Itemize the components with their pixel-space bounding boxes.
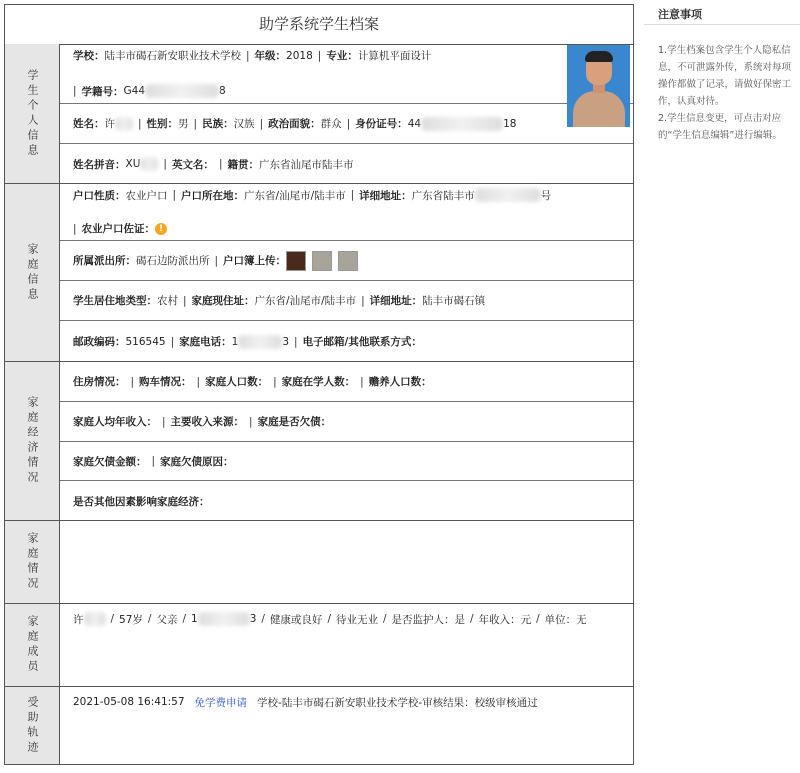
notice-2: 2.学生信息变更，可点击对应的“学生信息编辑”进行编辑。 [658,113,782,141]
track-row [60,687,633,717]
section-label-student: 学生个人信息 [26,68,39,159]
row-income: 家庭人均年收入： | 主要收入来源： | 家庭是否欠债： [60,402,633,442]
student-archive-sheet [4,4,634,765]
student-no-start: G44 [123,85,146,98]
section-situation [5,521,633,604]
section-members [5,604,633,687]
redacted-blur [145,84,219,98]
section-label-members: 家庭成员 [26,615,39,675]
member-row: 许 / 57岁 / 父亲 / 1 3 / 健康或良好 / 待业无业 / 是否监护人：是 / 年收入：元 / 单位：无 [73,613,587,626]
section-family [5,184,633,362]
section-label-family: 家庭信息 [26,242,39,303]
row-postcode: 邮政编码： 516545 | 家庭电话： 1 3 | 电子邮箱/其他联系方式： [73,335,422,348]
row-debt: 家庭欠债金额： | 家庭欠债原因： [60,442,633,481]
row-other-factor: 是否其他因素影响家庭经济： [73,495,210,508]
hukou-thumbnail-1[interactable] [286,251,306,271]
hukou-thumbnail-3[interactable] [338,251,358,271]
row-hukou: 户口性质： 农业户口 | 户口所在地： 广东省/汕尾市/陆丰市 | 详细地址： 广东省陆丰市 号 | 农业户口佐证： ! [60,184,633,241]
row-school: 学校： 陆丰市碣石新安职业技术学校 | 年级： 2018 | 专业： 计算机平面设计 | 学籍号： G44 8 [60,44,633,104]
hukou-thumbnail-2[interactable] [312,251,332,271]
row-police: 所属派出所： 碣石边防派出所 | 户口簿上传： [60,241,633,281]
warning-icon[interactable]: ! [155,223,167,235]
section-label-economy: 家庭经济情况 [26,396,39,486]
section-economy [5,362,633,521]
grade-value: 2018 [286,49,313,62]
row-pinyin: 姓名拼音： XU | 英文名： | 籍贯： 广东省汕尾市陆丰市 [73,158,354,171]
row-name: 姓名： 许 | 性别： 男 | 民族： 汉族 | 政治面貌： 群众 | 身份证号： 44 18 [60,104,633,144]
page-title: 助学系统学生档案 [5,5,633,45]
row-residence: 学生居住地类型： 农村 | 家庭现住址： 广东省/汕尾市/陆丰市 | 详细地址： 陆丰市碣石镇 [60,281,633,321]
track-link[interactable]: 免学费申请 [194,696,248,709]
row-housing: 住房情况： | 购车情况： | 家庭人口数： | 家庭在学人数： | 赡养人口数： [60,362,633,402]
section-student [5,44,633,184]
notice-title: 注意事项 [658,8,702,21]
major-value: 计算机平面设计 [357,50,432,63]
school-value: 陆丰市碣石新安职业技术学校 [104,50,241,63]
section-label-situation: 家庭情况 [26,532,39,592]
notice-panel [644,0,800,144]
track-time: 2021-05-08 16:41:57 [73,696,185,708]
track-result: 学校-陆丰市碣石新安职业技术学校-审核结果：校级审核通过 [257,696,538,709]
notice-1: 1.学生档案包含学生个人隐私信息，不可泄露外传，系统对每项操作都做了记录，请做好保密工作，认真对待。 [658,45,792,107]
section-label-track: 受助轨迹 [26,695,39,756]
section-track [5,687,633,764]
